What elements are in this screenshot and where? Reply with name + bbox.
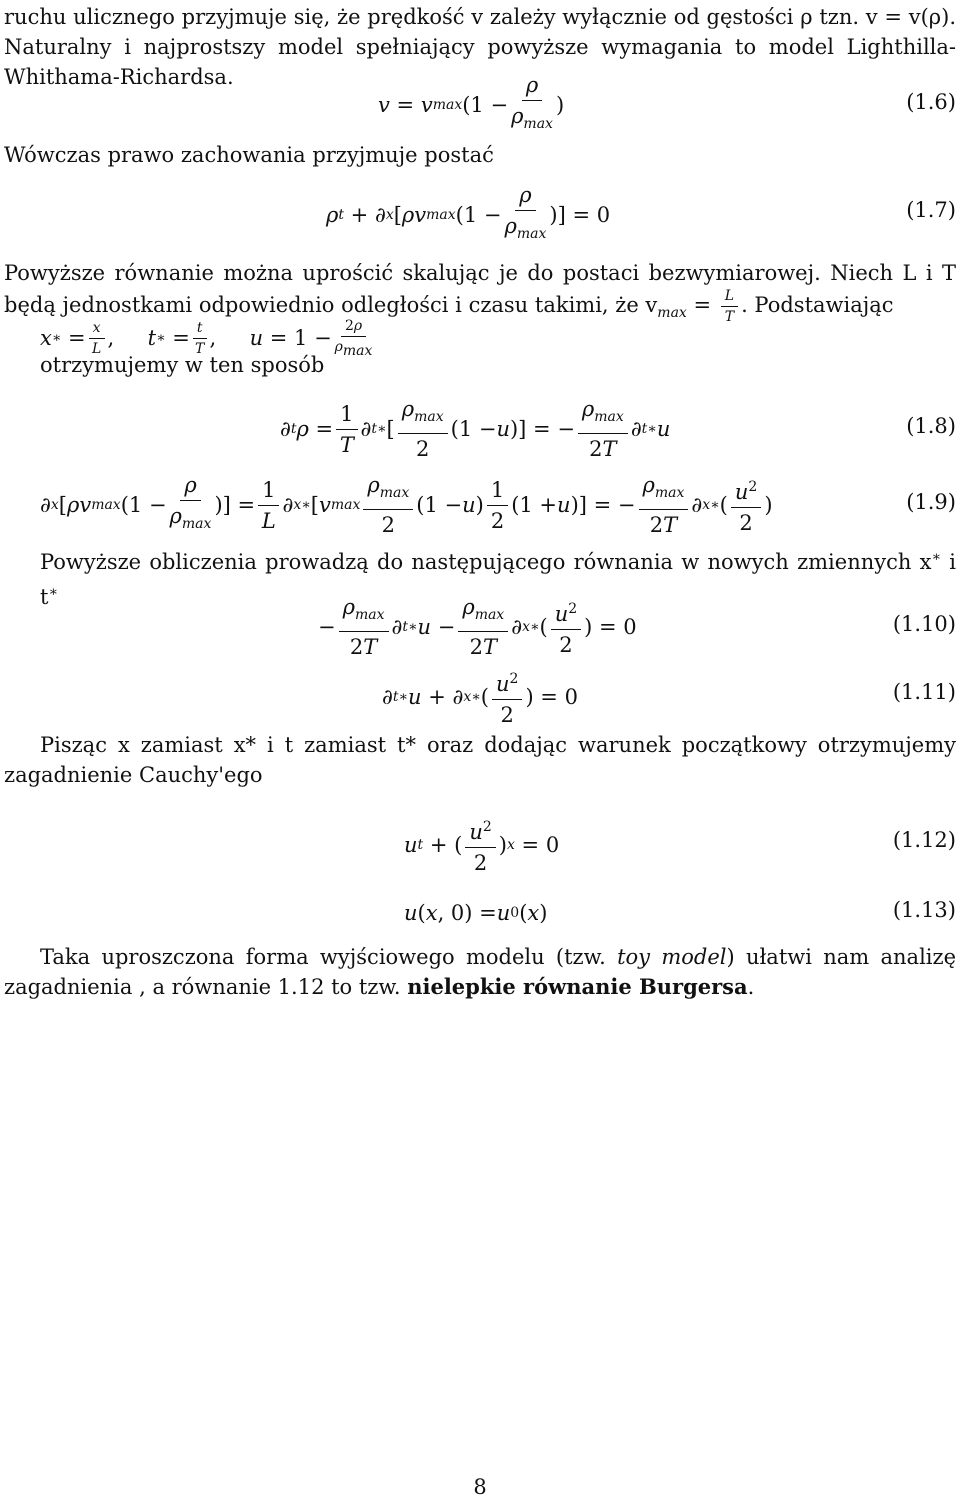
emphasis-text: toy model (617, 945, 727, 969)
equation-number: (1.13) (892, 898, 956, 922)
paragraph-obtain (40, 350, 956, 380)
paragraph-text: Powyższe równanie można uprościć skalując je do postaci bezwymiarowej. Niech L i T będą jednostkami odpowiednio odległości i czasu takimi, że v (4, 261, 956, 317)
paragraph-scaling: Powyższe równanie można uprościć skalując je do postaci bezwymiarowej. Niech L i T będą jednostkami odpowiednio odległości i czasu takimi, że $v_{max}$ = $\frac{L}{T}$ . Podstawiając (4, 261, 956, 325)
paragraph-text: otrzymujemy w ten sposób (40, 353, 325, 377)
equation-1-7: ρ t + ∂ x [ ρv max (1 − $\frac{\rho}{\rho_{max}}$ )] = 0 (326, 183, 611, 243)
equation-1-10: − $\frac{\rho_{max}}{2T}$ ∂ t∗ u − $\frac{\rho_{max}}{2T}$ ∂ x∗ ( $\frac{u^2}{2}$ ) = 0 (318, 595, 637, 659)
paragraph-toy-model (4, 942, 956, 1002)
equation-1-12: u t + ( $\frac{u^2}{2}$ ) x = 0 (404, 812, 559, 878)
equation-1-8: ∂ t ρ = $\frac{1}{T}$ ∂ t∗ [ $\frac{\rho_{max}}{2}$ (1 − u )] = − $\frac{\rho_{max}}{2T}$ ∂ t∗ u (280, 397, 671, 461)
paragraph-text: ruchu ulicznego przyjmuje się, że prędkość v zależy wyłącznie od gęstości ρ tzn. v = v(ρ). Naturalny i najprostszy model spełniający powyższe wymagania to model Lighthilla-Whithama-Richardsa. (4, 5, 956, 89)
paragraph-text: Wówczas prawo zachowania przyjmuje postać (4, 143, 494, 167)
equation-number: (1.12) (892, 828, 956, 852)
equation-1-13: u ( x , 0) = u 0 ( x ) (404, 901, 548, 925)
paragraph-text: Taka uproszczona forma wyjściowego modelu (tzw. (40, 945, 618, 969)
paragraph-text-tail: . Podstawiając (741, 293, 894, 317)
equation-1-6: v = v max (1 − $\frac{\rho}{\rho_{max}}$ ) (378, 73, 565, 133)
bold-term: nielepkie równanie Burgersa (407, 974, 748, 999)
equation-number: (1.8) (906, 414, 956, 438)
equation-number: (1.6) (906, 90, 956, 114)
paragraph-text: . (747, 975, 755, 999)
equation-number: (1.10) (892, 612, 956, 636)
page-number: 8 (473, 1475, 487, 1499)
substitution-line: x ∗ = $\frac{x}{L}$ , t ∗ = $\frac{t}{T}$ , u = 1 − $\frac{2\rho}{\rho_{max}}$ (40, 317, 373, 359)
paragraph-new-vars: Powyższe obliczenia prowadzą do następującego równania w nowych zmiennych x∗ i t∗ (40, 549, 956, 609)
equation-number: (1.11) (892, 680, 956, 704)
paragraph-cauchy (4, 730, 956, 790)
equation-1-9: ∂ x [ ρv max (1 − $\frac{\rho}{\rho_{max}}$ )] = $\frac{1}{L}$ ∂ x∗ [ v max $\frac{\rho_{max}}{2}$ (1 − u ) $\frac{1}{2}$ (1 + u )] = − $\frac{\rho_{max}}{2T}$ ∂ x∗ ( $\frac{u^2}{2}$ ) (40, 473, 773, 537)
paragraph-text: Pisząc x zamiast x* i t zamiast t* oraz dodając warunek początkowy otrzymujemy zagadnienie Cauchy'ego (4, 733, 956, 787)
equation-1-11: ∂ t∗ u + ∂ x∗ ( $\frac{u^2}{2}$ ) = 0 (382, 664, 578, 730)
paragraph-text: ) ułatwi nam analizę zagadnienia , a równanie 1.12 to tzw. (4, 945, 957, 999)
equation-number: (1.7) (906, 198, 956, 222)
equation-number: (1.9) (906, 490, 956, 514)
paragraph-text: Powyższe obliczenia prowadzą do następującego równania w nowych zmiennych x (40, 550, 932, 574)
paragraph-conservation (4, 140, 956, 170)
paragraph-text-mid: i t (40, 550, 956, 609)
